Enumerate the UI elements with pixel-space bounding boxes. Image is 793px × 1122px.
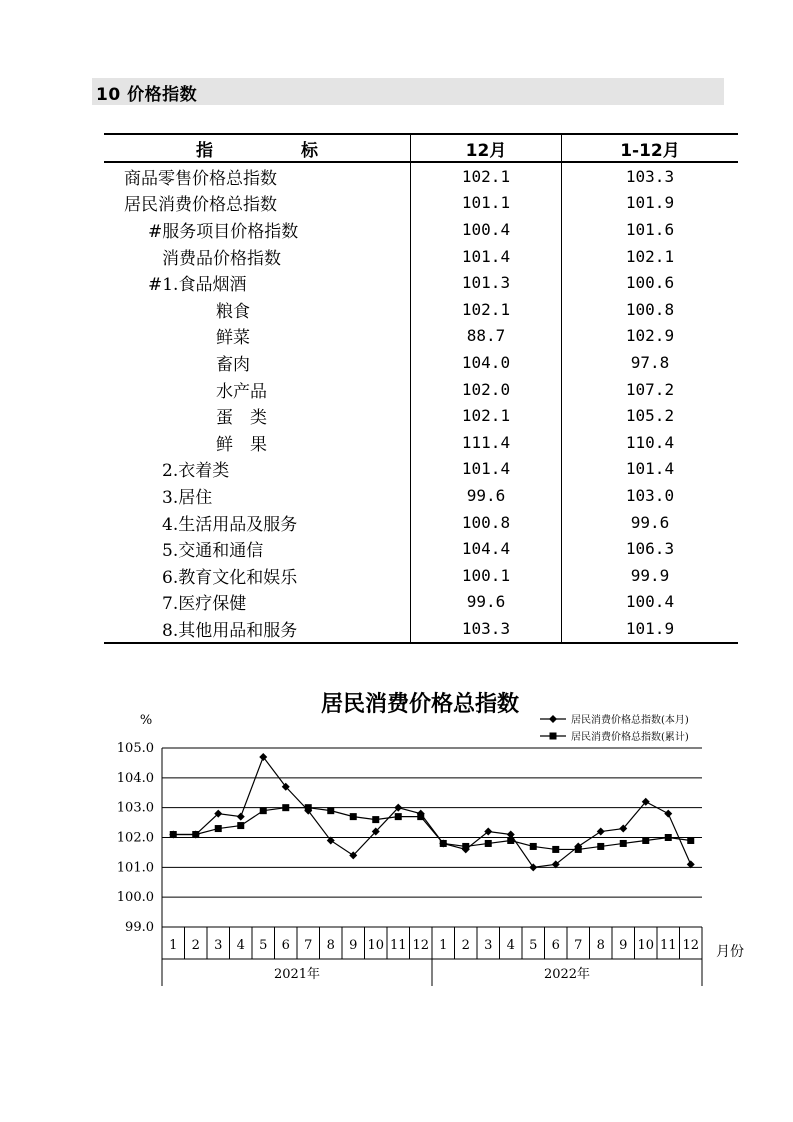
row-month-value: 102.1 (411, 402, 562, 429)
x-tick-label: 12 (412, 938, 430, 953)
x-tick-label: 5 (259, 938, 268, 953)
row-month-value: 104.4 (411, 535, 562, 562)
row-month-value: 100.8 (411, 509, 562, 536)
x-tick-label: 4 (506, 938, 515, 953)
series-point-diamond (237, 813, 245, 821)
row-ytd-value: 101.9 (562, 615, 739, 643)
series-point-square (552, 846, 559, 853)
x-tick-label: 8 (326, 938, 335, 953)
row-ytd-value: 100.6 (562, 269, 739, 296)
row-label: 4.生活用品及服务 (162, 514, 298, 535)
y-tick-label: 100.0 (116, 890, 154, 906)
row-month-value: 101.1 (411, 190, 562, 217)
row-label: 粮食 (216, 301, 250, 322)
row-month-value: 111.4 (411, 429, 562, 456)
series-point-square (372, 816, 379, 823)
series-point-square (237, 822, 244, 829)
row-ytd-value: 101.4 (562, 456, 739, 483)
x-tick-label: 2 (191, 938, 200, 953)
row-ytd-value: 106.3 (562, 535, 739, 562)
legend-marker-diamond (549, 715, 557, 723)
row-month-value: 101.4 (411, 243, 562, 270)
x-tick-label: 8 (596, 938, 605, 953)
x-tick-label: 11 (659, 938, 677, 953)
y-axis-unit: % (139, 713, 153, 728)
series-point-square (485, 840, 492, 847)
year-label: 2022年 (543, 967, 591, 982)
row-month-value: 102.1 (411, 162, 562, 190)
row-ytd-value: 110.4 (562, 429, 739, 456)
series-point-square (462, 843, 469, 850)
row-month-value: 99.6 (411, 589, 562, 616)
legend-label: 居民消费价格总指数(本月) (571, 715, 689, 726)
row-label: 鲜菜 (216, 328, 250, 349)
x-tick-label: 9 (349, 938, 358, 953)
y-tick-label: 103.0 (116, 800, 154, 816)
series-point-square (507, 837, 514, 844)
legend-marker-square (550, 733, 557, 740)
legend-label: 居民消费价格总指数(累计) (571, 732, 689, 743)
series-point-square (530, 843, 537, 850)
row-label: 畜肉 (216, 354, 250, 375)
row-label: 居民消费价格总指数 (124, 195, 277, 216)
year-label: 2021年 (273, 967, 321, 982)
row-ytd-value: 101.9 (562, 190, 739, 217)
series-point-square (687, 837, 694, 844)
row-month-value: 101.3 (411, 269, 562, 296)
row-ytd-value: 100.4 (562, 589, 739, 616)
row-ytd-value: 107.2 (562, 376, 739, 403)
chart-title: 居民消费价格总指数 (320, 691, 520, 717)
row-month-value: 88.7 (411, 323, 562, 350)
y-tick-label: 105.0 (116, 741, 154, 756)
row-month-value: 102.1 (411, 296, 562, 323)
x-tick-label: 12 (682, 938, 700, 953)
x-tick-label: 2 (461, 938, 470, 953)
row-label: #1.食品烟酒 (148, 275, 247, 296)
series-point-square (215, 825, 222, 832)
header-indicator-right: 标 (301, 140, 318, 161)
header-indicator-left: 指 (196, 140, 213, 161)
x-tick-label: 1 (439, 938, 448, 953)
y-tick-label: 101.0 (116, 860, 154, 876)
series-point-square (597, 843, 604, 850)
row-ytd-value: 102.1 (562, 243, 739, 270)
row-label: 5.交通和通信 (162, 541, 264, 562)
x-tick-label: 1 (169, 938, 178, 953)
series-point-square (417, 813, 424, 820)
section-title: 10 价格指数 (96, 85, 198, 105)
series-point-square (170, 831, 177, 838)
row-month-value: 103.3 (411, 615, 562, 643)
y-tick-label: 104.0 (116, 770, 154, 786)
series-point-square (620, 840, 627, 847)
x-tick-label: 3 (484, 938, 493, 953)
x-tick-label: 11 (389, 938, 407, 953)
row-ytd-value: 102.9 (562, 323, 739, 350)
x-tick-label: 5 (529, 938, 538, 953)
row-ytd-value: 100.8 (562, 296, 739, 323)
series-point-diamond (529, 863, 537, 871)
row-ytd-value: 103.3 (562, 162, 739, 190)
row-month-value: 104.0 (411, 349, 562, 376)
row-ytd-value: 105.2 (562, 402, 739, 429)
row-label: 水产品 (216, 381, 267, 402)
series-point-square (260, 807, 267, 814)
row-label: 6.教育文化和娱乐 (162, 567, 298, 588)
header-ytd: 1-12月 (562, 134, 739, 162)
series-point-square (395, 813, 402, 820)
row-label: 蛋类 (216, 408, 284, 429)
x-tick-label: 10 (637, 938, 655, 953)
x-tick-label: 7 (304, 938, 313, 953)
row-month-value: 102.0 (411, 376, 562, 403)
row-label: 商品零售价格总指数 (124, 168, 277, 189)
series-point-square (642, 837, 649, 844)
x-axis-unit: 月份 (716, 944, 744, 960)
row-label: 消费品价格指数 (162, 248, 281, 269)
series-point-square (192, 831, 199, 838)
x-tick-label: 4 (236, 938, 245, 953)
series-point-square (282, 804, 289, 811)
row-month-value: 101.4 (411, 456, 562, 483)
row-month-value: 99.6 (411, 482, 562, 509)
row-ytd-value: 101.6 (562, 216, 739, 243)
series-point-square (665, 834, 672, 841)
y-tick-label: 99.0 (125, 920, 154, 935)
x-tick-label: 3 (214, 938, 223, 953)
row-ytd-value: 99.6 (562, 509, 739, 536)
series-point-square (575, 846, 582, 853)
series-point-diamond (664, 810, 672, 818)
header-month: 12月 (411, 134, 562, 162)
row-month-value: 100.4 (411, 216, 562, 243)
x-tick-label: 9 (619, 938, 628, 953)
series-point-diamond (597, 828, 605, 836)
row-label: 7.医疗保健 (162, 594, 247, 615)
row-month-value: 100.1 (411, 562, 562, 589)
row-ytd-value: 97.8 (562, 349, 739, 376)
row-label: 鲜果 (216, 434, 284, 455)
series-point-square (327, 807, 334, 814)
series-point-square (350, 813, 357, 820)
series-point-square (305, 804, 312, 811)
row-label: 8.其他用品和服务 (104, 615, 411, 643)
x-tick-label: 6 (551, 938, 560, 953)
x-tick-label: 7 (574, 938, 583, 953)
x-tick-label: 6 (281, 938, 290, 953)
series-point-square (440, 840, 447, 847)
series-line-1 (173, 757, 691, 867)
row-ytd-value: 99.9 (562, 562, 739, 589)
row-label: 3.居住 (162, 487, 213, 508)
row-ytd-value: 103.0 (562, 482, 739, 509)
row-label: 2.衣着类 (162, 461, 230, 482)
x-tick-label: 10 (367, 938, 385, 953)
y-tick-label: 102.0 (116, 830, 154, 846)
row-label: #服务项目价格指数 (148, 221, 299, 242)
